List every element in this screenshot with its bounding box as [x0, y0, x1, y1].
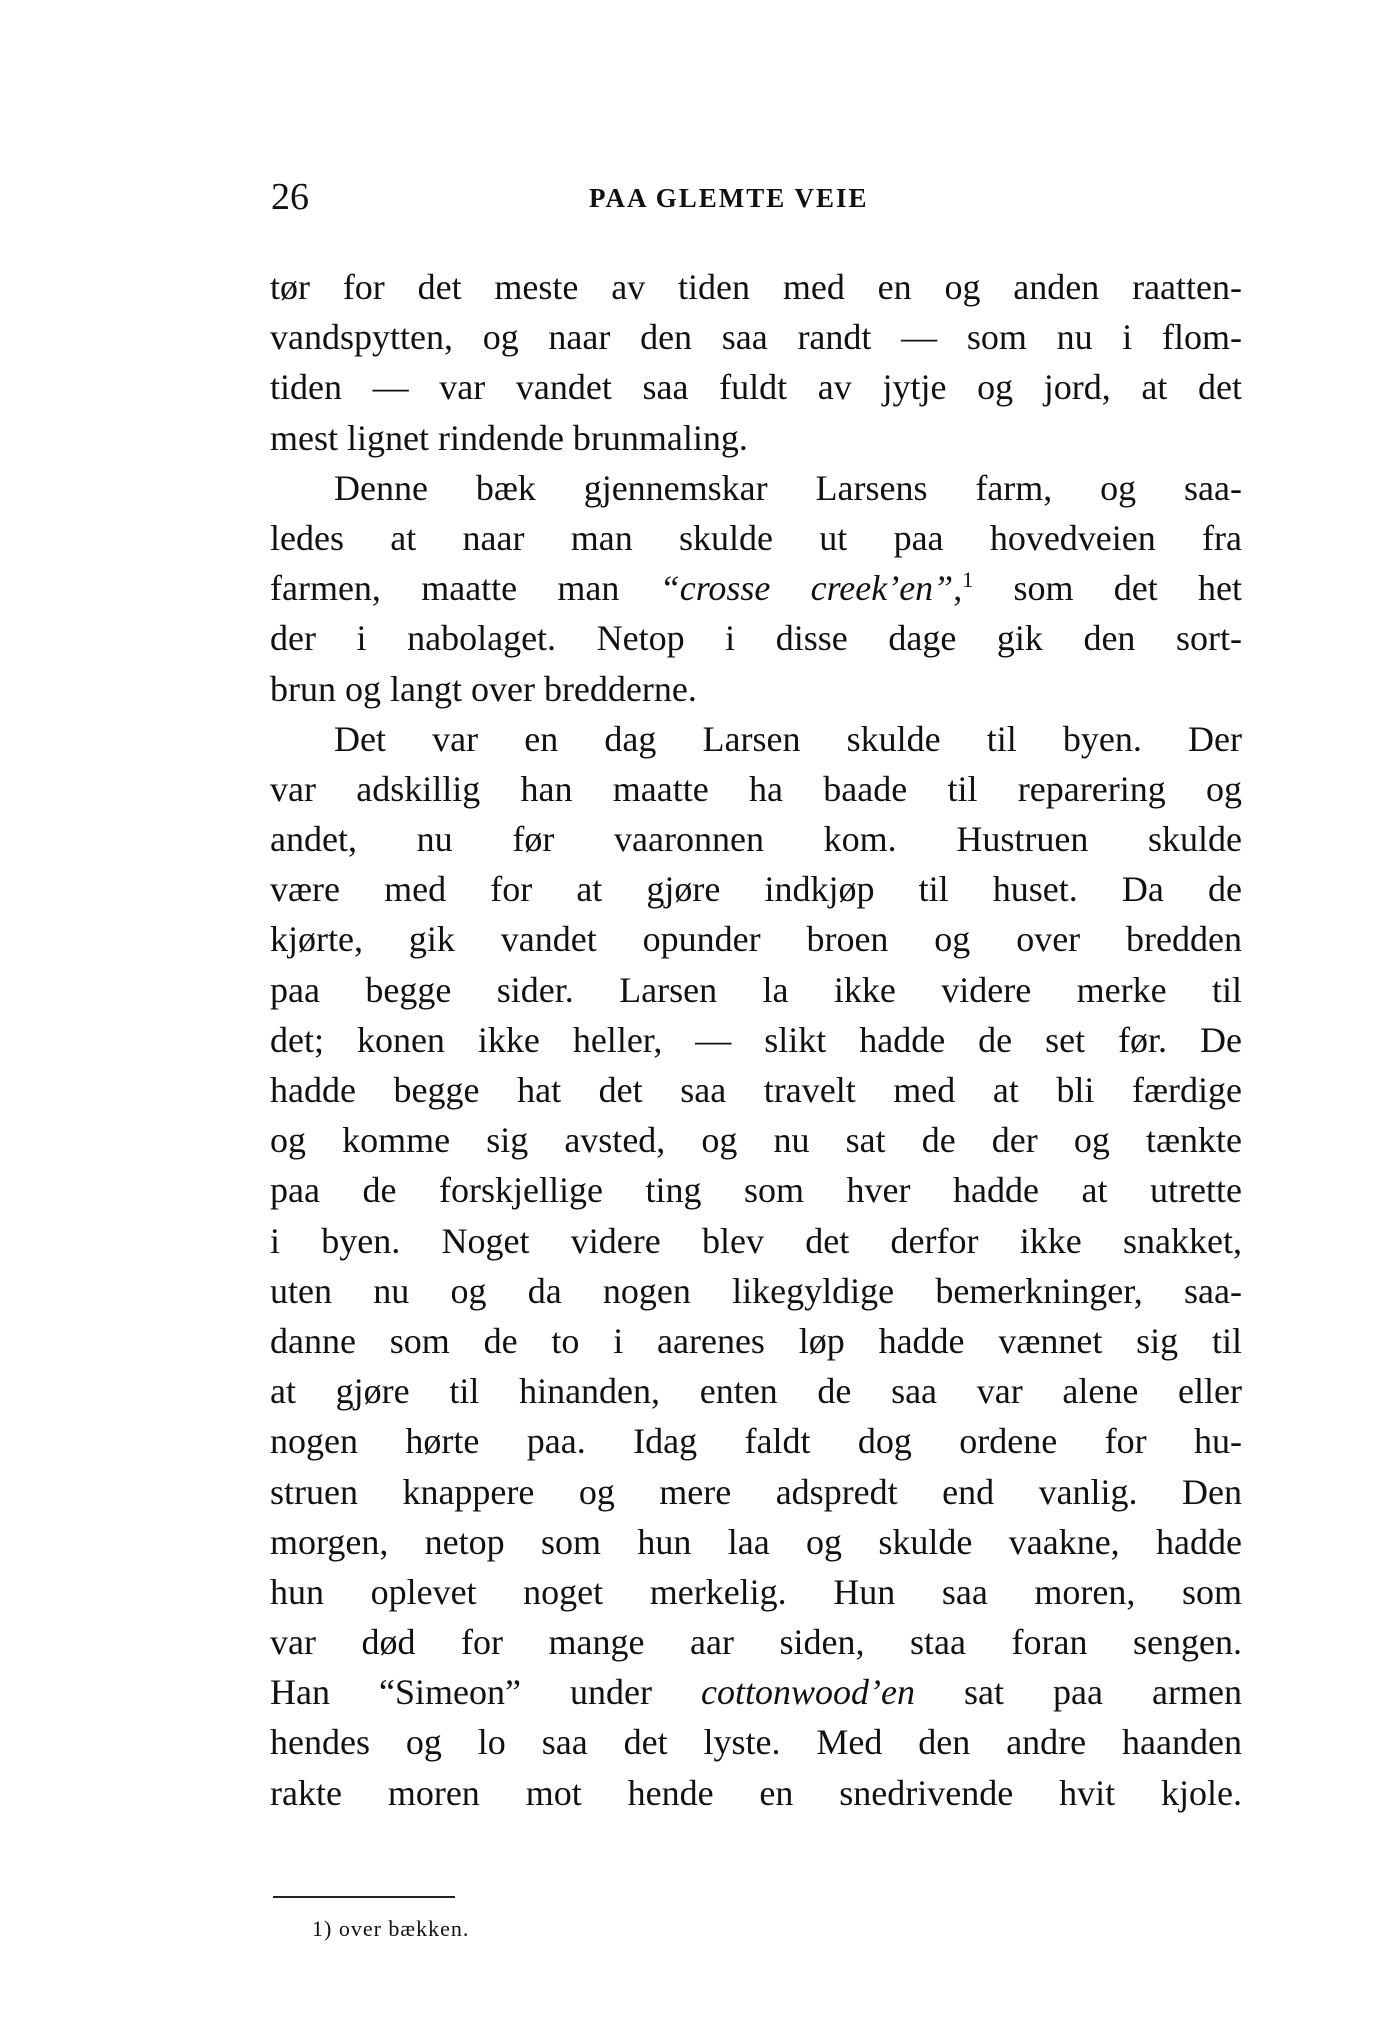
text-segment: sat paa armen: [914, 1672, 1242, 1713]
text-line: paa de forskjellige ting som hver hadde at utrette: [270, 1170, 1242, 1211]
text-line: og komme sig avsted, og nu sat de der og tænkte: [270, 1120, 1242, 1161]
text-line: ledes at naar man skulde ut paa hovedveien fra: [270, 517, 1242, 558]
page-number: 26: [271, 176, 309, 218]
text-line: hadde begge hat det saa travelt med at bli færdige: [270, 1070, 1242, 1110]
text-line: paa begge sider. Larsen la ikke videre merke til: [270, 969, 1242, 1010]
footnote-divider: [273, 1896, 455, 1898]
text-line: hun oplevet noget merkelig. Hun saa moren, som: [270, 1571, 1242, 1612]
paragraph-start-line: Det var en dag Larsen skulde til byen. Der: [334, 718, 1242, 759]
text-line: hendes og lo saa det lyste. Med den andre haanden: [270, 1722, 1242, 1763]
text-line: kjørte, gik vandet opunder broen og over bredden: [270, 919, 1242, 960]
text-line: uten nu og da nogen likegyldige bemerkninger, saa-: [270, 1270, 1242, 1311]
text-line: brun og langt over bredderne.: [270, 668, 697, 709]
text-segment: som det het: [973, 568, 1243, 609]
text-line: nogen hørte paa. Idag faldt dog ordene for hu-: [270, 1421, 1242, 1462]
footnote: 1) over bækken.: [312, 1916, 470, 1941]
italic-term: cottonwood’en: [701, 1672, 915, 1713]
text-line: vandspytten, og naar den saa randt — som nu i flom-: [270, 317, 1242, 358]
italic-term: “crosse creek’en”: [659, 568, 954, 609]
paragraph-start-line: Denne bæk gjennemskar Larsens farm, og saa-: [334, 467, 1242, 508]
running-head: [271, 172, 911, 222]
text-line: struen knappere og mere adspredt end vanlig. Den: [270, 1471, 1242, 1512]
text-line: rakte moren mot hende en snedrivende hvit kjole.: [270, 1772, 1242, 1813]
text-line: det; konen ikke heller, — slikt hadde de set før. De: [270, 1019, 1242, 1060]
body-text: [270, 262, 1242, 1818]
text-segment: farmen, maatte man: [270, 568, 660, 609]
text-line: at gjøre til hinanden, enten de saa var alene eller: [270, 1371, 1242, 1412]
running-title: PAA GLEMTE VEIE: [589, 183, 869, 213]
text-line: andet, nu før vaaronnen kom. Hustruen skulde: [270, 819, 1242, 860]
text-segment: Han “Simeon” under: [270, 1672, 702, 1713]
text-line: var død for mange aar siden, staa foran sengen.: [270, 1622, 1242, 1663]
text-line-with-italic: [270, 1667, 1242, 1717]
text-line: tiden — var vandet saa fuldt av jytje og jord, at det: [270, 367, 1242, 408]
text-line: danne som de to i aarenes løp hadde vænnet sig til: [270, 1320, 1242, 1361]
text-line: morgen, netop som hun laa og skulde vaakne, hadde: [270, 1521, 1242, 1562]
text-line: mest lignet rindende brunmaling.: [270, 417, 748, 458]
text-line: der i nabolaget. Netop i disse dage gik den sort-: [270, 618, 1242, 659]
text-line: tør for det meste av tiden med en og anden raatten-: [270, 267, 1242, 307]
text-line: var adskillig han maatte ha baade til reparering og: [270, 768, 1242, 809]
text-line-with-footnote-ref: [270, 563, 1242, 613]
text-line: være med for at gjøre indkjøp til huset. Da de: [270, 869, 1242, 910]
text-segment: ,: [953, 568, 963, 609]
text-line: i byen. Noget videre blev det derfor ikke snakket,: [270, 1220, 1242, 1261]
footnote-reference: 1: [962, 567, 974, 593]
